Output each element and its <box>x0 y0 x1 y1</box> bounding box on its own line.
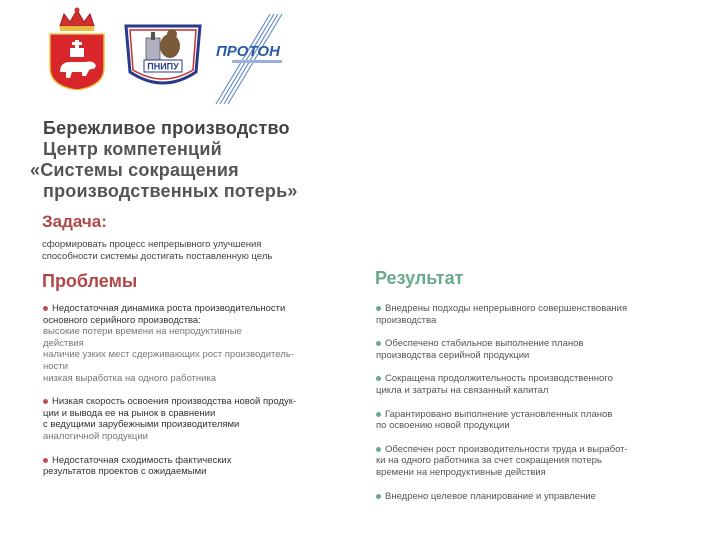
result-item <box>376 444 676 479</box>
result-text: Гарантировано выполнение установленных планов <box>385 408 613 420</box>
bullet-icon <box>376 306 381 311</box>
problem-subtext: наличие узких мест сдерживающих рост производитель- <box>43 349 294 361</box>
result-item <box>376 303 676 326</box>
coat-of-arms-logo <box>46 6 108 90</box>
result-text: Сокращена продолжительность производственного <box>385 373 613 385</box>
result-text: ки на одного работника за счет сокращения потерь <box>376 455 602 467</box>
title-line-4: производственных потерь» <box>43 181 298 201</box>
bullet-icon <box>376 412 381 417</box>
title-line-1: Бережливое производство <box>43 118 290 138</box>
result-item <box>376 491 676 503</box>
proton-logo <box>212 10 286 106</box>
result-text: времени на непродуктивные действия <box>376 466 546 478</box>
bullet-icon <box>376 341 381 346</box>
task-text-line: сформировать процесс непрерывного улучшения <box>42 239 262 250</box>
result-text: Обеспечено стабильное выполнение планов <box>385 338 584 350</box>
result-text: по освоению новой продукции <box>376 420 510 432</box>
result-item <box>376 373 676 396</box>
problem-item <box>43 303 333 384</box>
problem-text: Недостаточная динамика роста производительности <box>52 303 286 314</box>
result-item <box>376 338 676 361</box>
problems-heading: Проблемы <box>42 271 138 291</box>
bullet-icon <box>43 458 48 463</box>
bullet-icon <box>376 494 381 499</box>
problem-subtext: аналогичной продукции <box>43 430 148 442</box>
title-line-3: «Системы сокращения <box>30 160 239 180</box>
bullet-icon <box>43 306 48 311</box>
task-text <box>42 239 322 263</box>
result-text: Обеспечен рост производительности труда и выработ- <box>385 443 628 455</box>
result-text: Внедрено целевое планирование и управление <box>385 490 596 502</box>
proton-label: ПРОТОН <box>216 43 280 60</box>
result-text: цикла и затраты на связанный капитал <box>376 384 549 396</box>
task-text-line: способности системы достигать поставленную цель <box>42 251 273 262</box>
page-title <box>30 118 360 202</box>
bullet-icon <box>376 376 381 381</box>
problem-text: с ведущими зарубежными производителями <box>43 419 240 431</box>
task-heading: Задача: <box>42 212 107 231</box>
problem-subtext: ности <box>43 360 68 372</box>
problem-item <box>43 455 333 478</box>
result-list <box>376 303 676 514</box>
problems-list <box>43 303 333 490</box>
problem-text: основного серийного производства: <box>43 314 201 326</box>
bullet-icon <box>43 399 48 404</box>
result-text: Внедрены подходы непрерывного совершенствования <box>385 303 628 314</box>
problem-text: Недостаточная сходимость фактических <box>52 454 232 466</box>
result-heading: Результат <box>375 268 464 288</box>
bullet-icon <box>376 447 381 452</box>
result-text: производства серийной продукции <box>376 349 530 361</box>
result-item <box>376 409 676 432</box>
title-line-2: Центр компетенций <box>43 139 222 159</box>
problem-subtext: действия <box>43 337 84 349</box>
result-text: производства <box>376 314 437 326</box>
problem-text: ции и вывода ее на рынок в сравнении <box>43 407 216 419</box>
pnipu-label: ПНИПУ <box>147 61 179 72</box>
problem-subtext: высокие потери времени на непродуктивные <box>43 326 242 338</box>
problem-subtext: низкая выработка на одного работника <box>43 372 217 384</box>
problem-text: результатов проектов с ожидаемыми <box>43 466 207 478</box>
problem-item <box>43 396 333 442</box>
pnipu-logo <box>124 22 202 92</box>
problem-text: Низкая скорость освоения производства новой продук- <box>52 396 297 408</box>
